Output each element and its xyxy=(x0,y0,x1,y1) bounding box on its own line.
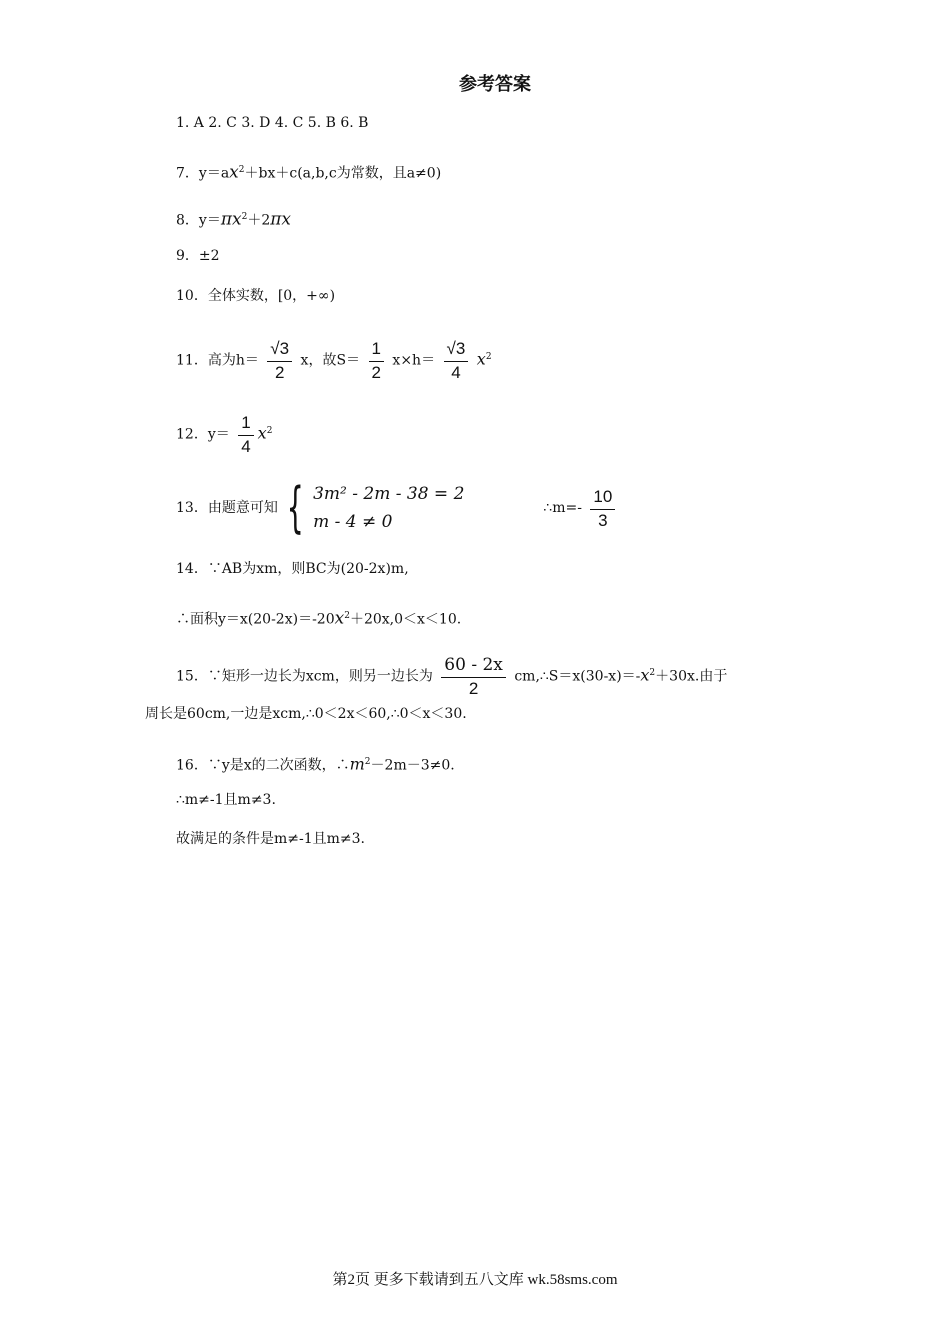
fraction-10-over-3: $\frac{10}{3}$ xyxy=(590,485,615,532)
equation-system xyxy=(313,480,464,536)
answer-16-pre: 16．∵y是x的二次函数，∴ xyxy=(176,757,350,774)
answers-1-6: 1. A 2. C 3. D 4. C 5. B 6. B xyxy=(176,115,369,131)
fraction-1-over-2: $\frac{1}{2}$ xyxy=(369,337,384,384)
fraction-sqrt3-over-2: $\frac{√3}{2}$ xyxy=(267,337,292,384)
answer-15-line-2: 周长是60cm,一边是xcm,∴0＜2x＜60,∴0＜x＜30. xyxy=(145,706,467,722)
answer-11-var: x xyxy=(476,349,486,369)
answer-12 xyxy=(176,404,272,462)
answer-15-var: x xyxy=(640,665,650,685)
system-brace: { xyxy=(286,476,305,539)
answer-8-mid: ＋2 xyxy=(247,212,271,229)
answer-16-line-3: 故满足的条件是m≠-1且m≠3. xyxy=(176,831,366,847)
answer-11-mid2: x×h＝ xyxy=(392,352,436,369)
answer-14-pre: ∴面积y＝x(20-2x)＝-20 xyxy=(176,611,335,628)
answer-16-exp: 2 xyxy=(364,757,371,767)
answer-8-term1: πx xyxy=(220,209,242,230)
answer-13 xyxy=(176,478,619,538)
answer-7-exp: 2 xyxy=(238,165,245,175)
answer-7 xyxy=(176,160,441,184)
answer-8-term2: πx xyxy=(270,209,292,230)
answer-16-line-2: ∴m≠-1且m≠3. xyxy=(176,792,276,808)
answer-13-result: ∴m=- xyxy=(543,500,582,516)
answer-16-var: m xyxy=(349,754,365,774)
answer-10: 10．全体实数，[0，+∞) xyxy=(176,288,336,304)
equation-1: 3m² - 2m - 38 = 2 xyxy=(313,484,465,504)
answer-7-var: x xyxy=(229,162,239,183)
answer-14-var: x xyxy=(334,608,345,629)
fraction-sqrt3-over-4: $\frac{√3}{4}$ xyxy=(444,337,469,384)
answer-14-exp: 2 xyxy=(344,611,350,621)
fraction-1-over-4: $\frac{1}{4}$ xyxy=(238,411,253,458)
answer-15-mid: cm,∴S＝x(30-x)＝- xyxy=(514,668,641,685)
answer-11-exp: 2 xyxy=(485,352,492,362)
equation-2: m - 4 ≠ 0 xyxy=(313,512,393,532)
answer-12-pre: 12．y＝ xyxy=(176,426,230,443)
fraction-60-2x-over-2: $\frac{60 - 2x}{2}$ xyxy=(441,653,506,700)
answer-7-post: ＋bx＋c(a,b,c为常数，且a≠0) xyxy=(244,165,442,182)
answer-14-post: ＋20x,0＜x＜10. xyxy=(349,611,462,628)
answer-12-var: x xyxy=(257,423,267,443)
answer-7-pre: 7．y＝a xyxy=(176,165,230,182)
answer-16-post: －2m－3≠0. xyxy=(370,757,455,774)
answer-11-pre: 11．高为h＝ xyxy=(176,352,259,369)
answer-13-pre: 13．由题意可知 xyxy=(176,500,278,516)
answer-15-exp: 2 xyxy=(649,668,656,678)
answer-14-line-2 xyxy=(176,606,461,630)
answer-8-exp: 2 xyxy=(241,212,248,222)
answer-11 xyxy=(176,330,492,388)
answer-9: 9．±2 xyxy=(176,248,220,264)
answer-16-line-1 xyxy=(176,752,455,776)
answer-14-line-1: 14．∵AB为xm，则BC为(20-2x)m, xyxy=(176,561,409,577)
page-footer: 第2页 更多下载请到五八文库 wk.58sms.com xyxy=(332,1272,618,1288)
answer-12-exp: 2 xyxy=(266,426,273,436)
answer-8-pre: 8．y＝ xyxy=(176,212,221,229)
answer-15-pre: 15．∵矩形一边长为xcm，则另一边长为 xyxy=(176,668,433,685)
answer-8 xyxy=(176,207,291,231)
page-title: 参考答案 xyxy=(459,74,531,95)
answer-11-mid1: x，故S＝ xyxy=(300,352,361,369)
answer-15-line-1 xyxy=(176,645,727,705)
answer-15-post: ＋30x.由于 xyxy=(655,668,728,685)
